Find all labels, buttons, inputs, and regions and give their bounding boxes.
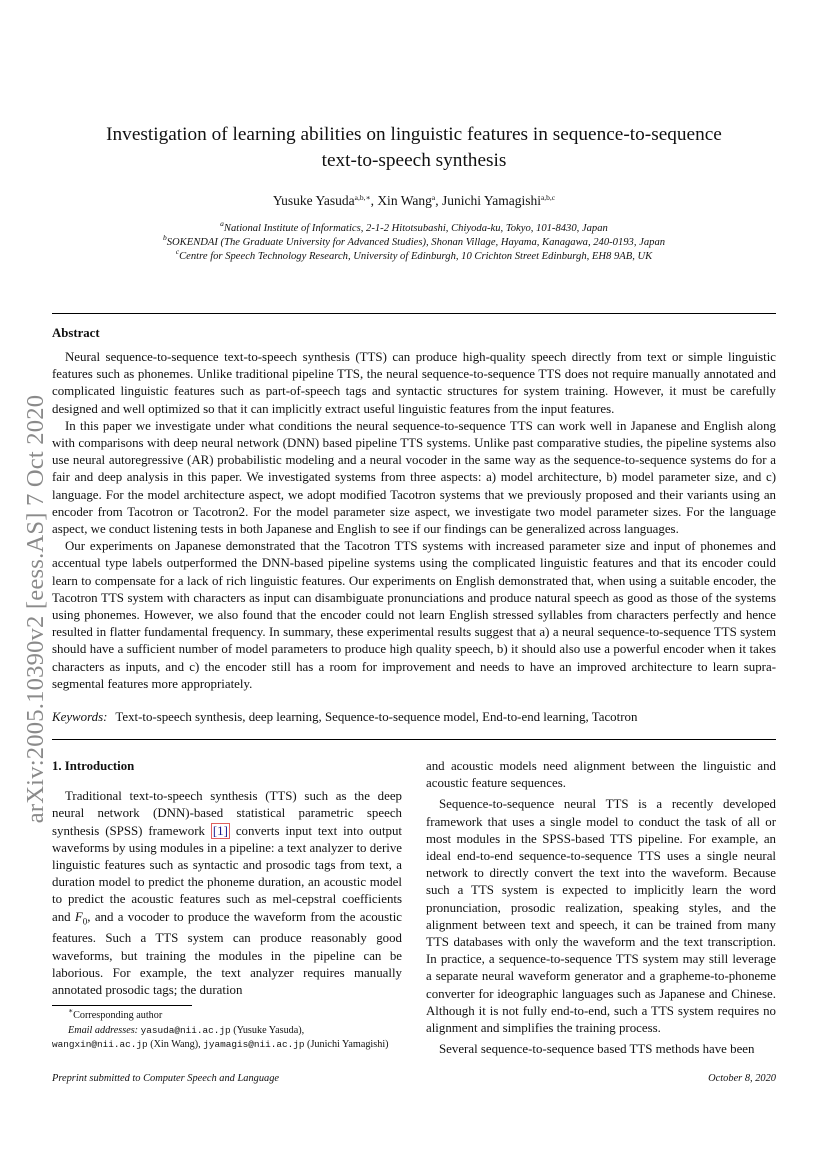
arxiv-stamp: arXiv:2005.10390v2 [eess.AS] 7 Oct 2020	[22, 394, 49, 824]
author-name: Xin Wang	[377, 193, 432, 208]
abstract-paragraph: Neural sequence-to-sequence text-to-speech synthesis (TTS) can produce high-quality speech directly from text or simple linguistic features such as phonemes. Unlike traditional pipeline TTS, the neural sequence-to-sequence TTS does not require manually annotated and complicated linguistic features such as part-of-speech tags and syntactic structures for system training. However, it must be carefully designed and well optimized so that it can implicitly extract useful linguistic features from the input features.	[52, 350, 776, 416]
author-name: Yusuke Yasuda	[272, 193, 355, 208]
abstract-body	[52, 349, 776, 693]
left-column	[52, 758, 402, 999]
title-line-1: Investigation of learning abilities on linguistic features in sequence-to-sequence	[106, 124, 722, 145]
author-sup: a,b,∗	[354, 193, 371, 202]
email-link[interactable]: jyamagis@nii.ac.jp	[203, 1039, 305, 1050]
body-paragraph: Sequence-to-sequence neural TTS is a recently developed framework that uses a single model to conduct the task of all or most modules in the SPSS-based TTS pipeline. For example, an ideal end-to-end sequence-to-sequence TTS uses a single neural network to directly convert the text into the waveform. Because such a TTS system is expected to implicitly learn the word pronunciation, prosodic realization, speaking styles, and the alignment between text and speech, it can be trained from many TTS databases with only the waveform and the text transcription. In practice, a sequence-to-sequence TTS system may still leverage a separate neural waveform generator and a grapheme-to-phoneme converter for ideographic languages such as Japanese and Chinese. Although it is not fully end-to-end, such a TTS system requires no alignment and simplifies the training process.	[426, 797, 776, 1036]
paper-title	[52, 122, 776, 174]
abstract-paragraph: Our experiments on Japanese demonstrated that the Tacotron TTS systems with increased parameter size and input of phonemes and accentual type labels outperformed the DNN-based pipeline systems using the complicated linguistic features and that its encoder could learn to compensate for a lack of rich linguistic features. Our experiments on English demonstrated that, when using a suitable encoder, the Tacotron TTS system with characters as input can disambiguate pronunciations and produce natural speech as good as those of the systems using phonemes. However, we also found that the encoder could not learn English stressed syllables from characters perfectly and hence resulted in flatter fundamental frequency. In summary, these experimental results suggest that a) a neural sequence-to-sequence TTS system should have a sufficient number of model parameters to produce high quality speech, b) it should also use a powerful encoder when it takes characters as inputs, and c) the encoder still has a room for improvement and needs to have an improved architecture to learn supra-segmental features more appropriately.	[52, 539, 776, 691]
body-paragraph: and acoustic models need alignment between the linguistic and acoustic feature sequences.	[426, 759, 776, 791]
citation-link[interactable]: [1]	[212, 823, 228, 838]
title-line-2: text-to-speech synthesis	[321, 150, 507, 171]
keywords-text: Text-to-speech synthesis, deep learning, Sequence-to-sequence model, End-to-end learning, Tacotron	[115, 710, 638, 724]
affiliation-b: $^b$SOKENDAI (The Graduate University for Advanced Studies), Shonan Village, Hayama, Kanagawa, 240-0193, Japan	[162, 233, 666, 248]
author-sup: a,b,c	[540, 193, 556, 202]
keywords-label: Keywords:	[52, 710, 108, 724]
abstract-heading: Abstract	[52, 326, 100, 340]
right-column	[426, 758, 776, 1058]
bottom-rule	[52, 739, 776, 740]
email-link[interactable]: wangxin@nii.ac.jp	[52, 1039, 148, 1050]
email-link[interactable]: yasuda@nii.ac.jp	[140, 1024, 231, 1036]
abstract-paragraph: In this paper we investigate under what conditions the neural sequence-to-sequence TTS can work well in Japanese and English along with comparisons with deep neural network (DNN) based pipeline TTS systems. Unlike past comparative studies, the pipeline systems also use neural autoregressive (AR) probabilistic modeling and a neural vocoder in the same way as the sequence-to-sequence systems do for a fair and deep analysis in this paper. We investigated systems from three aspects: a) model architecture, b) model parameter size, and c) language. For the model architecture aspect, we adopt modified Tacotron systems that we previously proposed and their variants using an encoder from Tacotron or Tacotron2. For the model parameter size aspect, we investigate two model parameter sizes. For the language aspect, we conduct listening tests in both Japanese and English to see if our findings can be generalized across languages.	[52, 418, 776, 537]
page-footer	[52, 1073, 776, 1084]
author-name: Junichi Yamagishi	[441, 193, 541, 208]
author-list: Yusuke Yasuda$^{a,b,∗}$, Xin Wang$^a$, Junichi Yamagishi$^{a,b,c}$	[272, 193, 556, 208]
author-sup: a	[431, 193, 436, 202]
footer-date: October 8, 2020	[708, 1073, 776, 1084]
intro-paragraph: Traditional text-to-speech synthesis (TTS) such as the deep neural network (DNN)-based statistical parametric speech synthesis (SPSS) framework [1] converts input text into output waveforms by using modules in a pipeline: a text analyzer to derive linguistic features such as syntactic and prosodic tags from text, a duration model to predict the phoneme duration, an acoustic model to predict the acoustic features such as mel-cepstral coefficients and $F_0$, and a vocoder to produce the waveform from the acoustic features. Such a TTS system can produce reasonably good waveforms, but training the modules in the pipeline can be laborious. For example, the text analyzer requires manually annotated prosodic tags; the duration	[52, 789, 403, 998]
top-rule	[52, 313, 776, 314]
affiliation-a: $^a$National Institute of Informatics, 2-1-2 Hitotsubashi, Chiyoda-ku, Tokyo, 101-8430, Japan	[220, 219, 608, 234]
section-heading: 1. Introduction	[52, 759, 135, 773]
keywords	[52, 710, 637, 725]
body-paragraph: Several sequence-to-sequence based TTS methods have been	[439, 1042, 755, 1057]
affiliation-c: $^c$Centre for Speech Technology Research, University of Edinburgh, 10 Crichton Street Edinburgh, EH8 9AB, UK	[175, 247, 653, 262]
footer-left: Preprint submitted to Computer Speech and Language	[52, 1073, 280, 1084]
footnote: ∗Corresponding author Email addresses: yasuda@nii.ac.jp (Yusuke Yasuda), wangxin@nii.ac.jp (Xin Wang), jyamagis@nii.ac.jp (Junichi Yamagishi)	[52, 1006, 389, 1050]
